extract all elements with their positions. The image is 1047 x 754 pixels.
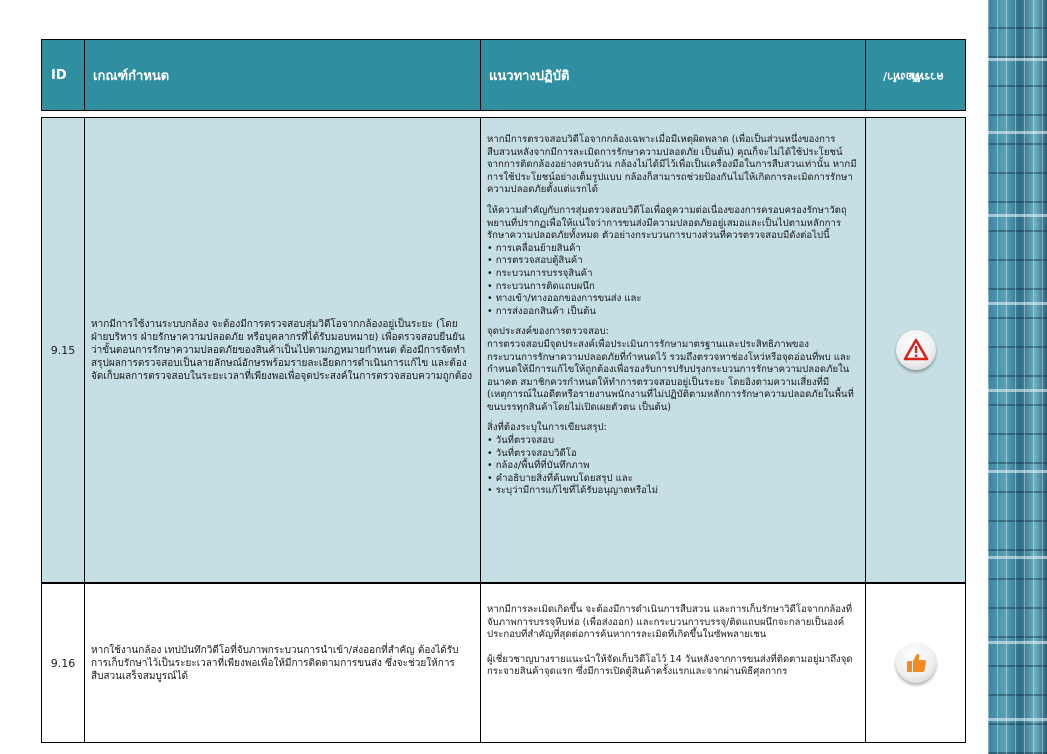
list-item: • คำอธิบายสิ่งที่ค้นพบโดยสรุป และ (487, 473, 859, 486)
process-list (487, 243, 859, 319)
row-criteria: หากมีการใช้งานระบบกล้อง จะต้องมีการตรวจสอบสุ่มวิดีโอจากกล้องอยู่เป็นระยะ (โดยฝ่ายบริหาร ฝ่ายรักษาความปลอดภัย หรือบุคลากรที่ได้รับมอบหมาย) เพื่อตรวจสอบยืนยันว่าขั้นตอนการรักษาความปลอดภัยของสินค้าเป็นไปตามกฎหมายกำหนด ต้องมีการจัดทำสรุปผลการตรวจสอบเป็นลายลักษณ์อักษรพร้อมรายละเอียดการดำเนินการแก้ไข และต้องจัดเก็บผลการตรวจสอบในระยะเวลาที่เพียงพอเพื่อจุดประสงค์ในการตรวจสอบความถูกต้อง (85, 118, 481, 582)
row-guidance (481, 584, 866, 742)
summary-list (487, 435, 859, 498)
guidance-paragraph: หากมีการละเมิดเกิดขึ้น จะต้องมีการดำเนินการสืบสวน และการเก็บรักษาวิดีโอจากกล้องที่จับภาพการบรรจุหีบห่อ (เพื่อส่งออก) และกระบวนการบรรจุ/ติดแถบผนึกจะกลายเป็นองค์ประกอบที่สำคัญที่สุดต่อการค้นหาการละเมิดที่เกิดขึ้นในซัพพลายเชน (487, 604, 853, 641)
table-row (41, 583, 966, 743)
row-id: 9.16 (42, 584, 85, 742)
decorative-container-strip (988, 0, 1047, 754)
row-guidance (481, 118, 866, 582)
header-guidance: แนวทางปฏิบัติ (489, 68, 570, 84)
list-item: • กระบวนการติดแถบผนึก (487, 281, 859, 294)
list-item: • ระบุว่ามีการแก้ไขที่ได้รับอนุญาตหรือไม่ (487, 485, 859, 498)
row-id: 9.15 (42, 118, 85, 582)
header-id: ID (51, 67, 67, 83)
guidance-paragraph: จุดประสงค์ของการตรวจสอบ: การตรวจสอบมีจุดประสงค์เพื่อประเมินการรักษามาตรฐานและประสิทธิภาพของกระบวนการรักษาความปลอดภัยที่กำหนดไว้ รวมถึงตรวจหาช่องโหว่หรือจุดอ่อนที่พบ และกำหนดให้มีการแก้ไขให้ถูกต้องเพื่อรองรับการปรับปรุงกระบวนการรักษาความปลอดภัยในอนาคต สมาชิกควรกำหนดให้ทำการตรวจสอบอยู่เป็นระยะ โดยอิงตามความเสี่ยงที่มี (เหตุการณ์ในอดีตหรือรายงานพนักงานที่ไม่ปฏิบัติตามหลักการรักษาความปลอดภัยในพื้นที่ขนบรรทุกสินค้าโดยไม่เปิดเผยตัวตน เป็นต้น) (487, 326, 854, 413)
row-criteria: หากใช้งานกล้อง เทปบันทึกวิดีโอที่จับภาพกระบวนการนำเข้า/ส่งออกที่สำคัญ ต้องได้รับการเก็บรักษาไว้เป็นระยะเวลาที่เพียงพอเพื่อให้มีการติดตามการขนส่ง ซึ่งจะช่วยให้การสืบสวนเสร็จสมบูรณ์ได้ (85, 584, 481, 742)
guidance-paragraph: ให้ความสำคัญกับการสุ่มตรวจสอบวิดีโอเพื่อดูความต่อเนื่องของการครอบครองรักษาวัตถุพยานที่ปรากฏเพื่อให้แน่ใจว่าการขนส่งมีความปลอดภัยอยู่เสมอและเป็นไปตามหลักการรักษาความปลอดภัยทั้งหมด ตัวอย่างกระบวนการบางส่วนที่ควรตรวจสอบมีดังต่อไปนี้ • การเคลื่อนย้ายสินค้า • การตรวจสอบตู้สินค้า • กระบวนการบรรจุสินค้า • กระบวนการติดแถบผนึก • ทางเข้า/ทางออกของการขนส่ง และ • การส่งออกสินค้า เป็นต้น (487, 205, 859, 318)
list-item: • วันที่ตรวจสอบวิดีโอ (487, 448, 859, 461)
thumbs-up-icon (896, 643, 936, 683)
guidance-paragraph: สิ่งที่ต้องระบุในการเขียนสรุป: • วันที่ตรวจสอบ • วันที่ตรวจสอบวิดีโอ • กล้อง/พื้นที่ที่บันทึกภาพ • คำอธิบายสิ่งที่ค้นพบโดยสรุป และ • ระบุว่ามีการแก้ไขที่ได้รับอนุญาตหรือไม่ (487, 422, 859, 498)
list-item: • วันที่ตรวจสอบ (487, 435, 859, 448)
list-item: • ทางเข้า/ทางออกของการขนส่ง และ (487, 293, 859, 306)
header-criteria: เกณฑ์กำหนด (93, 68, 170, 84)
list-item: • กล้อง/พื้นที่ที่บันทึกภาพ (487, 460, 859, 473)
requirement-cell (866, 118, 965, 582)
list-item: • การเคลื่อนย้ายสินค้า (487, 243, 859, 256)
guidance-paragraph: หากมีการตรวจสอบวิดีโอจากกล้องเฉพาะเมื่อมีเหตุผิดพลาด (เพื่อเป็นส่วนหนึ่งของการสืบสวนหลังจากมีการละเมิดการรักษาความปลอดภัย เป็นต้น) คุณก็จะไม่ได้ใช้ประโยชน์จากการติดกล้องอย่างครบถ้วน กล้องไม่ได้มีไว้เพื่อเป็นเครื่องมือในการสืบสวนเท่านั้น หากมีการใช้ประโยชน์อย่างเต็มรูปแบบ กล้องก็สามารถช่วยป้องกันไม่ให้เกิดการละเมิดการรักษาความปลอดภัยตั้งแต่แรกได้ (487, 134, 857, 196)
list-item: • การตรวจสอบตู้สินค้า (487, 255, 859, 268)
table-row (41, 117, 966, 583)
guidance-paragraph: ผู้เชี่ยวชาญบางรายแนะนำให้จัดเก็บวิดีโอไว้ 14 วันหลังจากการขนส่งที่ติดตามอยู่มาถึงจุดกระจายสินค้าจุดแรก ซึ่งมีการเปิดตู้สินค้าครั้งแรกและจากผ่านพิธีศุลกากร (487, 653, 853, 678)
warning-triangle-icon (896, 330, 936, 370)
header-requirement: ต้องทำ/ ควรทำ (882, 69, 944, 83)
table-header (41, 39, 966, 111)
requirement-cell (866, 584, 965, 742)
list-item: • การส่งออกสินค้า เป็นต้น (487, 306, 859, 319)
list-item: • กระบวนการบรรจุสินค้า (487, 268, 859, 281)
